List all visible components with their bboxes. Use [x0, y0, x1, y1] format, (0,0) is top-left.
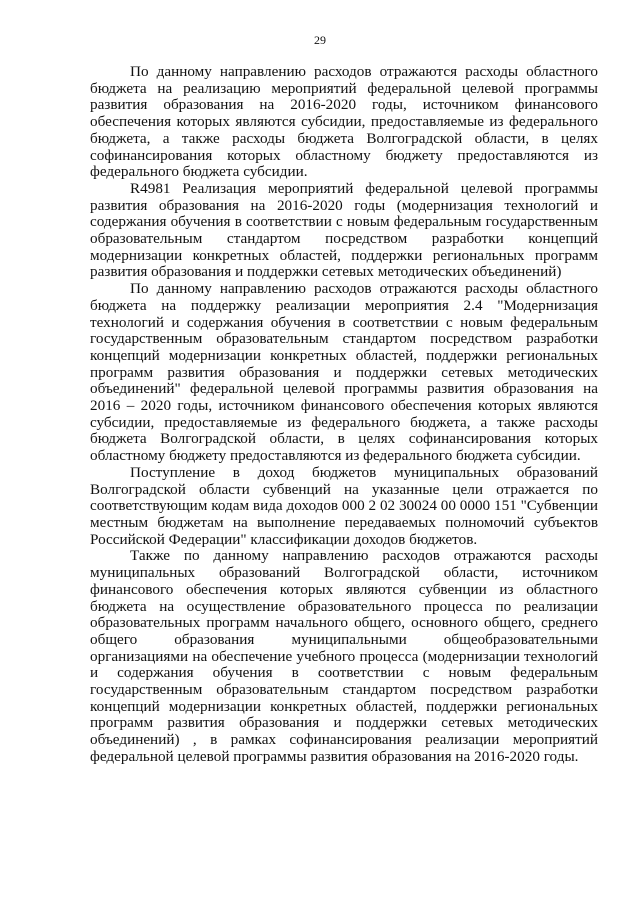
document-body — [90, 64, 598, 766]
paragraph-3: По данному направлению расходов отражаются расходы областного бюджета на поддержку реализации мероприятия 2.4 "Модернизация технологий и содержания обучения в соответствии с новым федеральным государственным образовательным стандартом посредством разработки концепций модернизации конкретных областей, поддержки региональных программ развития образования и поддержки сетевых методических объединений" федеральной целевой программы развития образования на 2016 – 2020 годы, источником финансового обеспечения которых являются субсидии, предоставляемые из федерального бюджета, а также расходы бюджета Волгоградской области, в целях софинансирования которых областному бюджету предоставляются из федерального бюджета субсидии. — [90, 280, 598, 465]
paragraph-2-code-title: R4981 Реализация мероприятий федеральной целевой программы развития образования на 2016-2020 годы (модернизация технологий и содержания обучения в соответствии с новым федеральным государственным образовательным стандартом посредством разработки концепций модернизации конкретных областей, поддержки региональных программ развития образования и поддержки сетевых методических объединений) — [90, 179, 598, 281]
paragraph-5: Также по данному направлению расходов отражаются расходы муниципальных образований Волгоградской области, источником финансового обеспечения которых являются субвенции из областного бюджета на осуществление образовательного процесса по реализации образовательных программ начального общего, основного общего, среднего общего образования муниципальными общеобразовательными организациями на обеспечение учебного процесса (модернизации технологий и содержания обучения в соответствии с новым федеральным государственным образовательным стандартом посредством разработки концепций модернизации конкретных областей, поддержки региональных программ развития образования и поддержки сетевых методических объединений) , в рамках софинансирования реализации мероприятий федеральной целевой программы развития образования на 2016-2020 годы. — [90, 547, 598, 765]
page-number: 29 — [314, 33, 326, 47]
paragraph-4: Поступление в доход бюджетов муниципальных образований Волгоградской области субвенций на указанные цели отражается по соответствующим кодам вида доходов 000 2 02 30024 00 0000 151 "Субвенции местным бюджетам на выполнение передаваемых полномочий субъектов Российской Федерации" классификации доходов бюджетов. — [90, 463, 598, 548]
paragraph-1: По данному направлению расходов отражаются расходы областного бюджета на реализацию мероприятий федеральной целевой программы развития образования на 2016-2020 годы, источником финансового обеспечения которых являются субсидии, предоставляемые из федерального бюджета, а также расходы бюджета Волгоградской области, в целях софинансирования которых областному бюджету предоставляются из федерального бюджета субсидии. — [90, 63, 598, 181]
